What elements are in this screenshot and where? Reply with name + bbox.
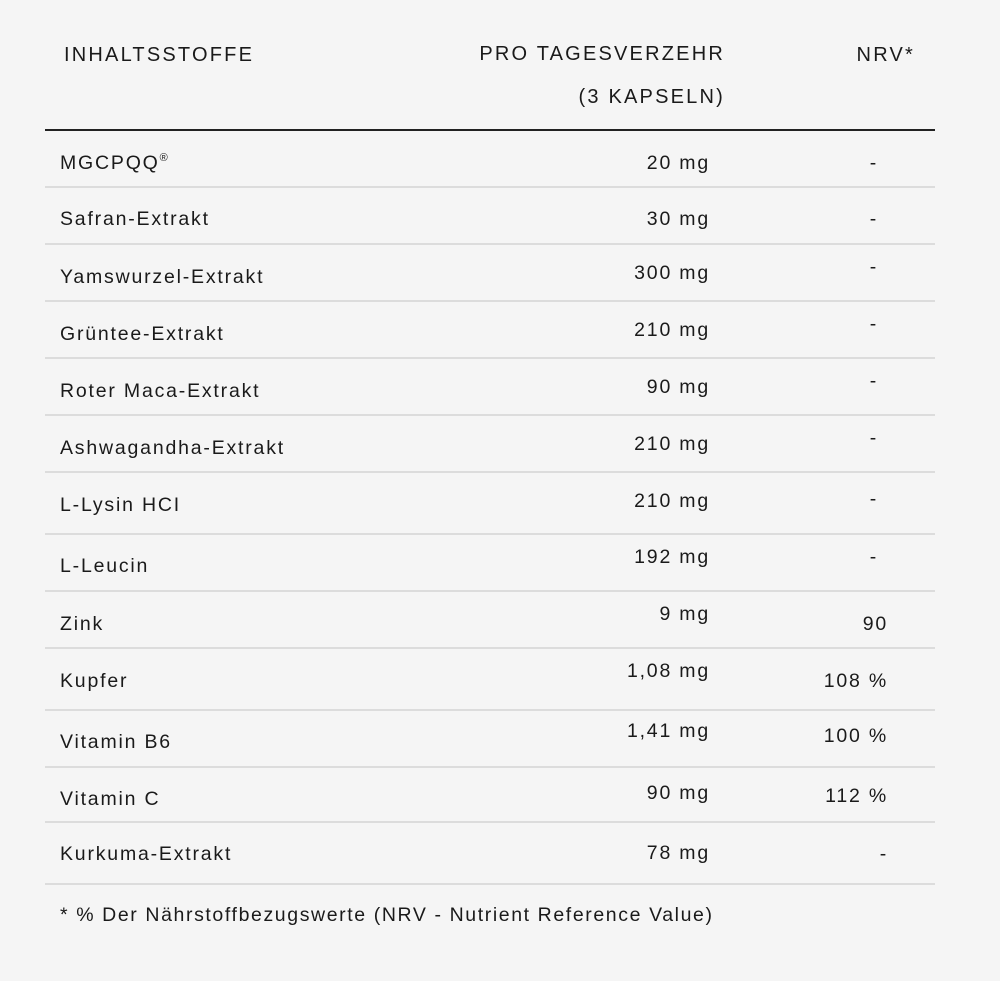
ingredient-name: Vitamin B6 [60,731,172,753]
ingredient-nrv: - [879,843,888,865]
table-header [45,0,935,131]
ingredient-name: L-Lysin HCI [60,494,181,516]
table-row [45,245,935,302]
table-row [45,302,935,359]
table-row [45,823,935,885]
table-row [45,592,935,649]
header-ingredients: INHALTSSTOFFE [64,44,255,66]
ingredient-nrv: - [869,370,878,392]
table-row [45,768,935,823]
ingredient-name: Zink [60,613,105,635]
ingredient-name: Safran-Extrakt [60,208,210,230]
ingredient-nrv: - [869,488,878,510]
ingredient-name: Yamswurzel-Extrakt [60,266,265,288]
header-amount-line1: PRO TAGESVERZEHR [479,43,725,65]
ingredient-amount: 210 mg [634,490,710,512]
ingredient-name: Ashwagandha-Extrakt [60,437,285,459]
ingredient-name-text: MGCPQQ [60,152,160,174]
ingredient-nrv: - [869,256,878,278]
ingredient-name: Roter Maca-Extrakt [60,380,261,402]
ingredient-name [60,152,168,175]
registered-mark: ® [159,152,168,164]
ingredient-nrv: - [869,208,878,230]
ingredient-nrv: 90 [862,613,888,635]
ingredient-amount: 78 mg [646,842,710,864]
ingredient-amount: 1,08 mg [626,660,710,682]
table-row [45,188,935,245]
ingredient-amount: 90 mg [646,782,710,804]
ingredient-amount: 20 mg [646,152,710,174]
ingredient-name: Kupfer [60,670,129,692]
ingredient-amount: 210 mg [634,319,710,341]
table-row [45,359,935,416]
table-row [45,649,935,711]
ingredient-name: Kurkuma-Extrakt [60,843,233,865]
ingredient-amount: 210 mg [634,433,710,455]
ingredient-amount: 192 mg [634,546,710,568]
ingredient-amount: 1,41 mg [626,720,710,742]
ingredient-amount: 9 mg [659,603,710,625]
header-amount [479,33,725,119]
table-row [45,711,935,768]
footnote: * % Der Nährstoffbezugswerte (NRV - Nutrient Reference Value) [60,904,714,926]
table-row [45,535,935,592]
ingredient-nrv: 108 % [823,670,888,692]
ingredient-nrv: 100 % [823,725,888,747]
ingredient-name: Vitamin C [60,788,161,810]
ingredient-nrv: - [869,427,878,449]
header-amount-line2: (3 KAPSELN) [578,86,725,108]
nutrition-table [45,0,935,885]
table-row [45,416,935,473]
ingredient-amount: 300 mg [634,262,710,284]
ingredient-nrv: - [869,546,878,568]
ingredient-name: L-Leucin [60,555,150,577]
ingredient-amount: 90 mg [646,376,710,398]
ingredient-nrv: - [869,313,878,335]
table-row [45,131,935,188]
ingredient-nrv: - [869,152,878,174]
ingredient-name: Grüntee-Extrakt [60,323,225,345]
ingredient-nrv: 112 % [825,785,888,807]
header-nrv: NRV* [856,44,915,66]
ingredient-amount: 30 mg [646,208,710,230]
table-row [45,473,935,535]
